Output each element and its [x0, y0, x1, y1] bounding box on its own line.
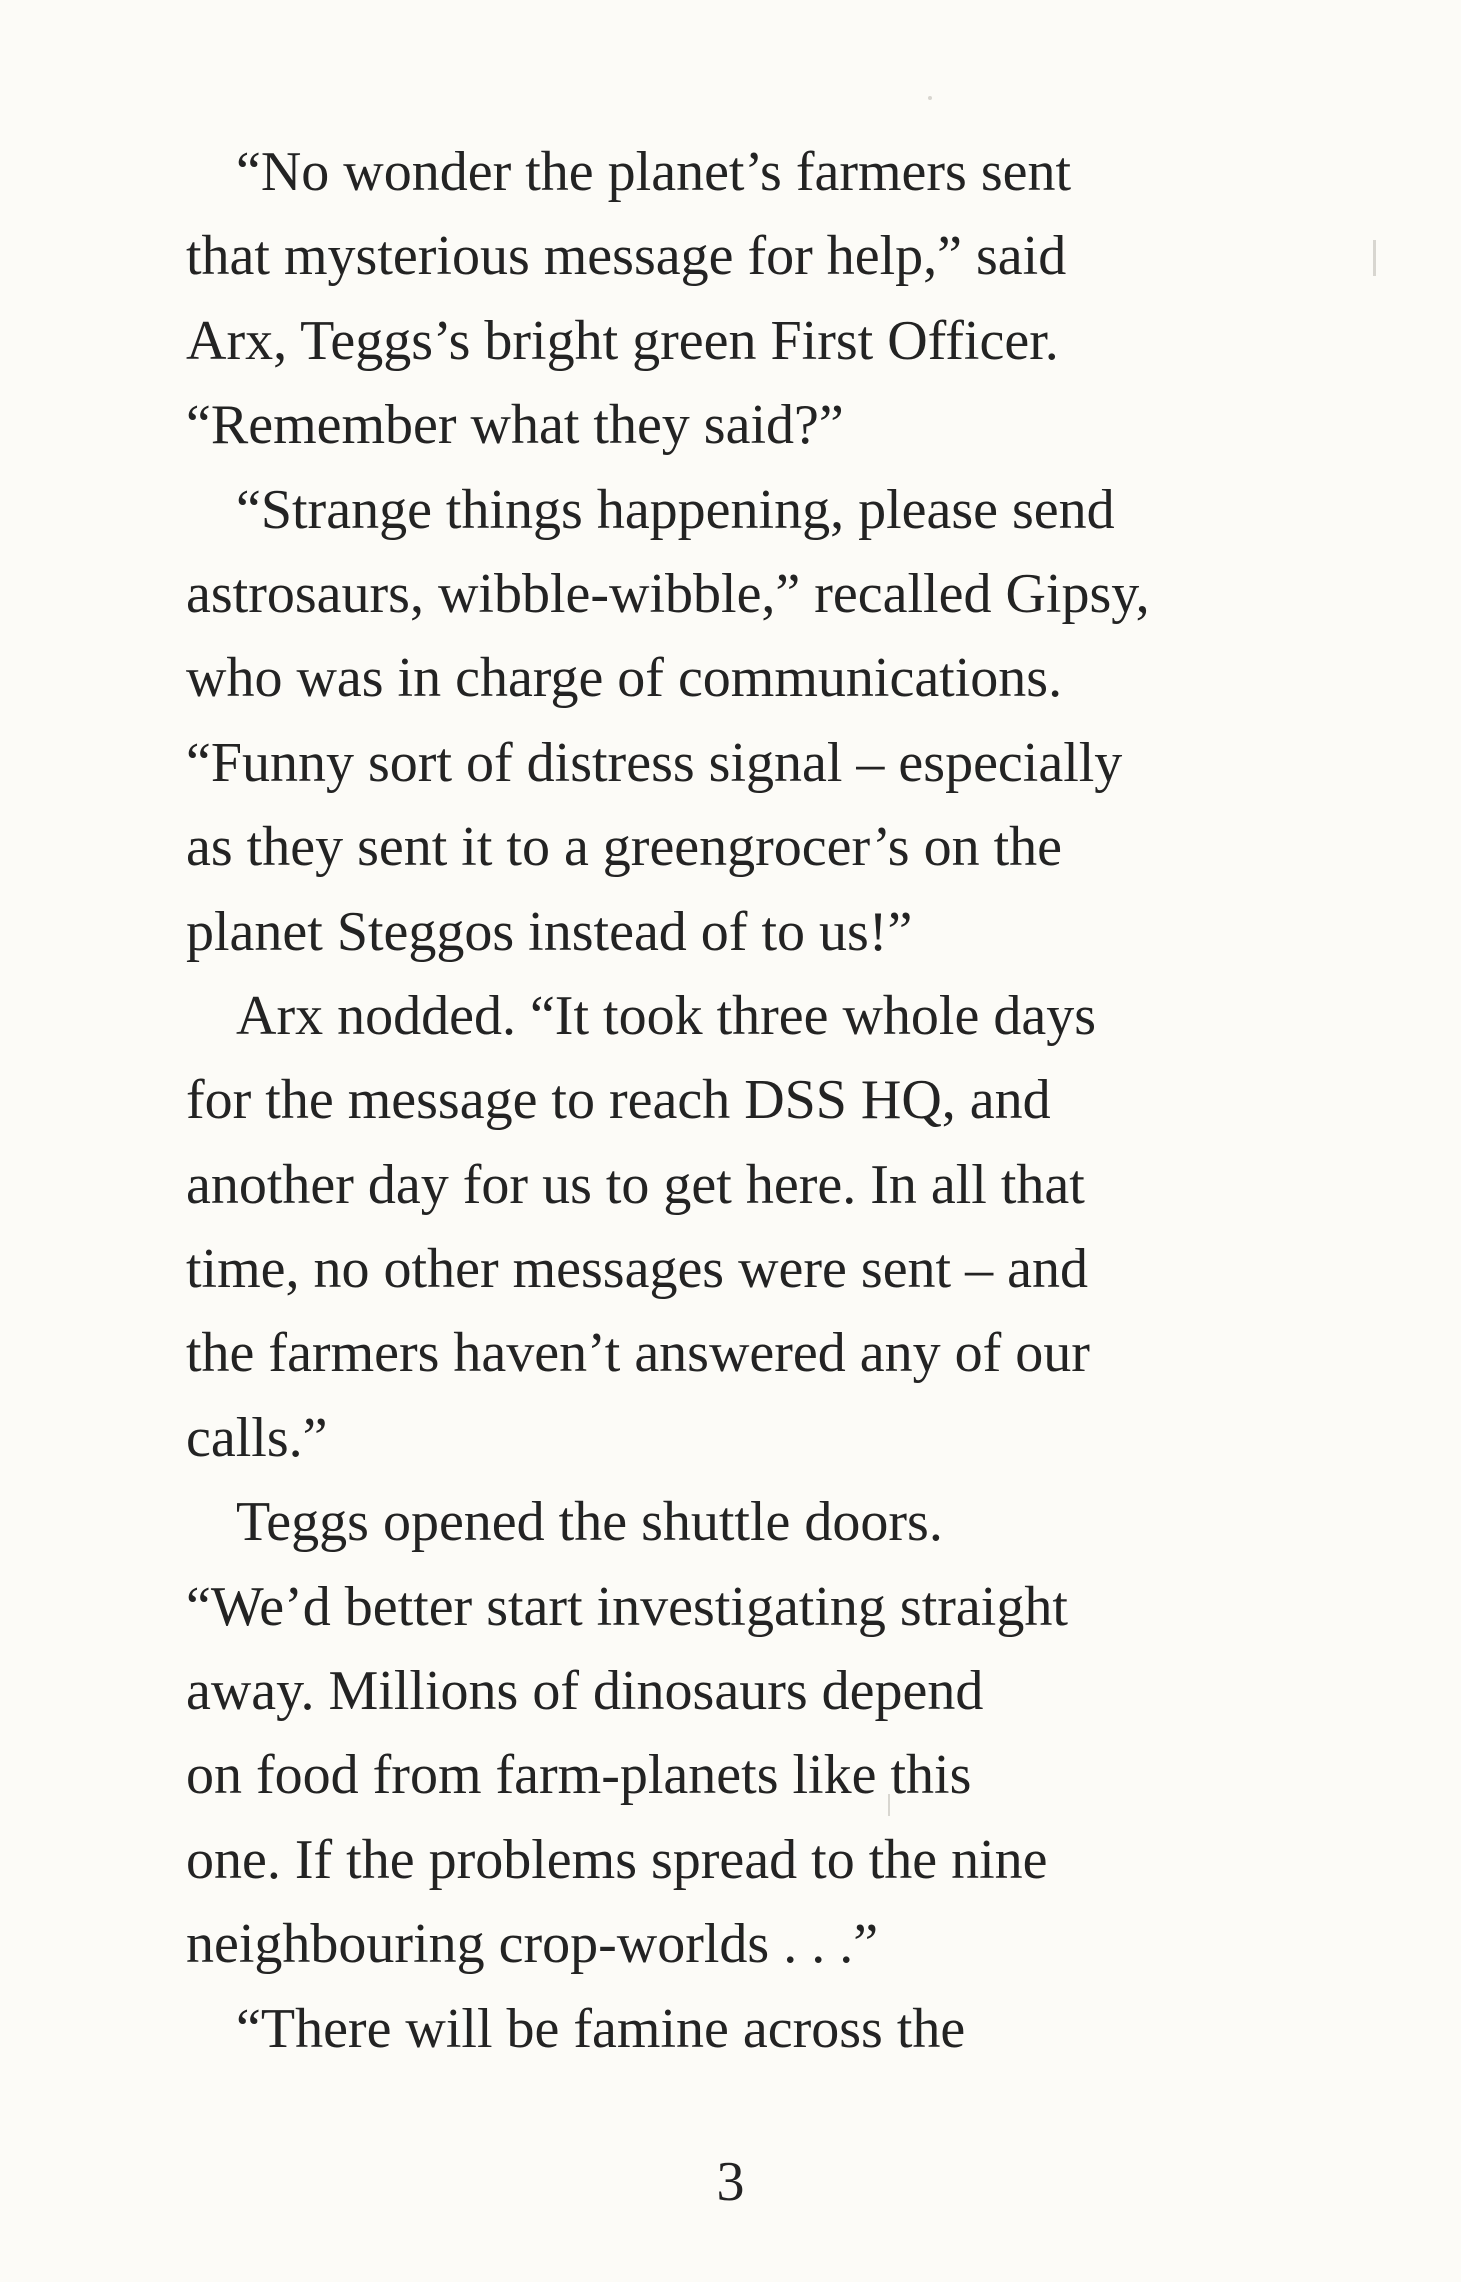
text-line: time, no other messages were sent – and — [186, 1238, 1088, 1301]
page-number: 3 — [716, 2151, 745, 2213]
text-line: “Funny sort of distress signal – especially — [186, 731, 1123, 794]
scan-edge-mark — [1373, 240, 1376, 276]
text-line: one. If the problems spread to the nine — [186, 1828, 1048, 1891]
text-line: “No wonder the planet’s farmers sent — [236, 141, 1072, 203]
text-line: that mysterious message for help,” said — [186, 225, 1067, 288]
text-line: neighbouring crop-worlds . . .” — [186, 1913, 879, 1976]
text-line: away. Millions of dinosaurs depend — [186, 1660, 984, 1723]
text-line: on food from farm-planets like this — [186, 1744, 972, 1807]
text-line: astrosaurs, wibble-wibble,” recalled Gipsy, — [186, 562, 1150, 625]
text-line: calls.” — [186, 1406, 328, 1469]
text-line: Arx nodded. “It took three whole days — [236, 984, 1096, 1047]
text-line: as they sent it to a greengrocer’s on the — [186, 816, 1063, 879]
text-line: “There will be famine across the — [236, 1997, 966, 2060]
text-line: planet Steggos instead of to us!” — [186, 900, 913, 963]
text-line: “Remember what they said?” — [186, 394, 844, 457]
speck-mark — [928, 96, 932, 100]
text-line: Arx, Teggs’s bright green First Officer. — [186, 309, 1059, 372]
text-line: Teggs opened the shuttle doors. — [236, 1491, 943, 1554]
text-line: for the message to reach DSS HQ, and — [186, 1069, 1051, 1132]
text-line: who was in charge of communications. — [186, 647, 1063, 710]
text-line: “Strange things happening, please send — [236, 478, 1115, 541]
text-line: the farmers haven’t answered any of our — [186, 1322, 1090, 1385]
text-line: another day for us to get here. In all that — [186, 1153, 1085, 1216]
body-text — [186, 130, 1316, 2071]
text-line: “We’d better start investigating straight — [186, 1575, 1068, 1638]
